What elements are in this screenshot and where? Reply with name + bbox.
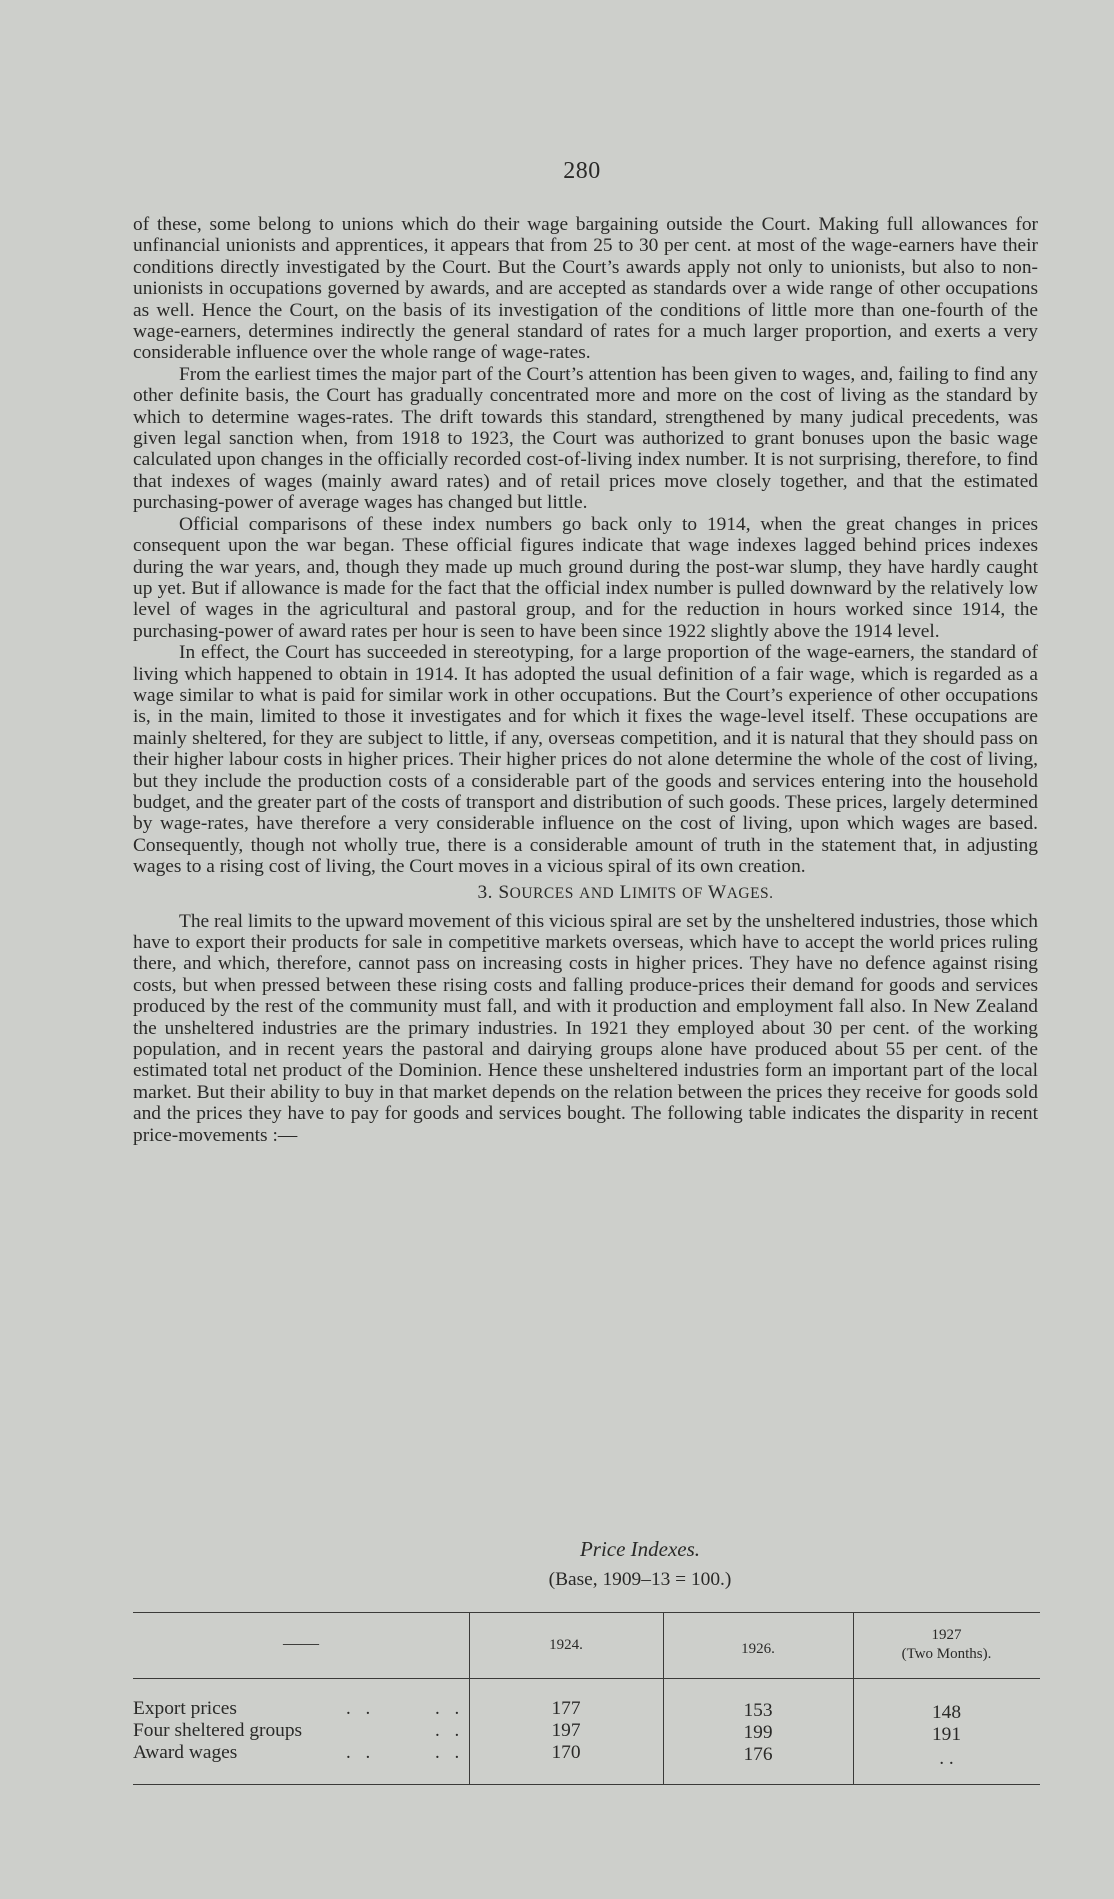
cell-export-1927: 148 bbox=[931, 1702, 962, 1723]
leader-dots: . . bbox=[346, 1698, 376, 1719]
leader-dots: . . bbox=[435, 1720, 465, 1741]
row-label-award-wages: Award wages bbox=[133, 1742, 238, 1763]
table-bottom-rule bbox=[133, 1784, 1040, 1785]
cell-award-1924: 170 bbox=[551, 1742, 581, 1763]
paragraph-1: of these, some belong to unions which do their wage bargaining outside the Court. Making full allowances for unfinancial unionists and apprentices, it appears that from 25 to 30 per cent. at most of the wage-earners have their conditions directly investigated by the Court. But the Court’s awards apply not only to unionists, but also to non-unionists in occupations governed by awards, and are accepted as standards over a wide range of other occupations as well. Hence the Court, on the basis of its investigation of the conditions of little more than one-fourth of the wage-earners, determines indirectly the general standard of rates for a much larger proportion, and exerts a very considerable influence over the whole range of wage-rates. bbox=[133, 214, 1038, 364]
leader-dots: . . bbox=[435, 1742, 465, 1763]
table-top-rule bbox=[133, 1612, 1040, 1613]
table-header-rule bbox=[133, 1678, 1040, 1679]
column-header-1924: 1924. bbox=[549, 1637, 583, 1653]
page-number: 280 bbox=[563, 158, 601, 184]
column-header-1927-note: (Two Months). bbox=[901, 1646, 992, 1662]
body-text bbox=[133, 214, 1038, 1146]
cell-sheltered-1927: 191 bbox=[931, 1724, 962, 1745]
leader-dots: . . bbox=[435, 1698, 465, 1719]
paragraph-3: Official comparisons of these index numbers go back only to 1914, when the great changes in prices consequent upon the war began. These official figures indicate that wage indexes lagged behind prices indexes during the war years, and, though they made up much ground during the post-war slump, they have hardly caught up yet. But if allowance is made for the fact that the official index number is pulled downward by the relatively low level of wages in the agricultural and pastoral group, and for the reduction in hours worked since 1914, the purchasing-power of award rates per hour is seen to have been since 1922 slightly above the 1914 level. bbox=[133, 513, 1038, 642]
table-title: Price Indexes. bbox=[579, 1537, 701, 1561]
stub-header: —— bbox=[283, 1633, 319, 1653]
table-subtitle: (Base, 1909–13 = 100.) bbox=[548, 1569, 732, 1590]
column-header-1927: 1927 bbox=[931, 1627, 962, 1643]
paragraph-5: The real limits to the upward movement of this vicious spiral are set by the unsheltered industries, those which have to export their products for sale in competitive markets overseas, which have to accept the world prices ruling there, and which, therefore, cannot pass on increasing costs in higher prices. They have no defence against rising costs, but when pressed between these rising costs and falling produce-prices their demand for goods and services produced by the rest of the community must fall, and with it production and employment fall also. In New Zealand the unsheltered industries are the primary industries. In 1921 they employed about 30 per cent. of the working population, and in recent years the pastoral and dairying groups alone have produced about 55 per cent. of the estimated total net product of the Dominion. Hence these unsheltered industries form an important part of the local market. But their ability to buy in that market depends on the relation between the prices they receive for goods sold and the prices they have to pay for goods and services bought. The following table indicates the disparity in recent price-movements :— bbox=[133, 910, 1038, 1146]
table-caption bbox=[440, 1533, 840, 1595]
cell-award-1927: . . bbox=[939, 1748, 954, 1769]
price-indexes-table bbox=[133, 1612, 1040, 1792]
leader-dots: . . bbox=[346, 1742, 376, 1763]
section-heading: 3. SOURCES AND LIMITS OF WAGES. bbox=[477, 881, 774, 903]
cell-export-1926: 153 bbox=[743, 1700, 773, 1721]
paragraph-4: In effect, the Court has succeeded in stereotyping, for a large proportion of the wage-earners, the standard of living which happened to obtain in 1914. It has adopted the usual definition of a fair wage, which is regarded as a wage similar to what is paid for similar work in other occupations. But the Court’s experience of other occupations is, in the main, limited to those it investigates and for which it fixes the wage-level itself. These occupations are mainly sheltered, for they are subject to little, if any, overseas competition, and it is natural that they should pass on their higher labour costs in higher prices. Their higher prices do not alone determine the whole of the cost of living, but they include the production costs of a considerable part of the goods and services entering into the household budget, and the greater part of the costs of transport and distribution of such goods. These prices, largely determined by wage-rates, have therefore a very considerable influence on the cost of living, upon which wages are based. Consequently, though not wholly true, there is a considerable amount of truth in the statement that, in adjusting wages to a rising cost of living, the Court moves in a vicious spiral of its own creation. bbox=[133, 642, 1038, 878]
cell-award-1926: 176 bbox=[743, 1744, 773, 1765]
paragraph-2: From the earliest times the major part of the Court’s attention has been given to wages, and, failing to find any other definite basis, the Court has gradually concentrated more and more on the cost of living as the standard by which to determine wages-rates. The drift towards this standard, strengthened by many judical precedents, was given legal sanction when, from 1918 to 1923, the Court was authorized to grant bonuses upon the basic wage calculated upon changes in the officially recorded cost-of-living index number. It is not surprising, therefore, to find that indexes of wages (mainly award rates) and of retail prices move closely together, and that the estimated purchasing-power of average wages has changed but little. bbox=[133, 363, 1038, 514]
row-label-sheltered-groups: Four sheltered groups bbox=[133, 1720, 303, 1741]
cell-sheltered-1926: 199 bbox=[743, 1722, 773, 1743]
column-header-1926: 1926. bbox=[741, 1641, 775, 1657]
cell-export-1924: 177 bbox=[551, 1698, 581, 1719]
row-label-export-prices: Export prices bbox=[133, 1698, 237, 1719]
cell-sheltered-1924: 197 bbox=[551, 1720, 581, 1741]
